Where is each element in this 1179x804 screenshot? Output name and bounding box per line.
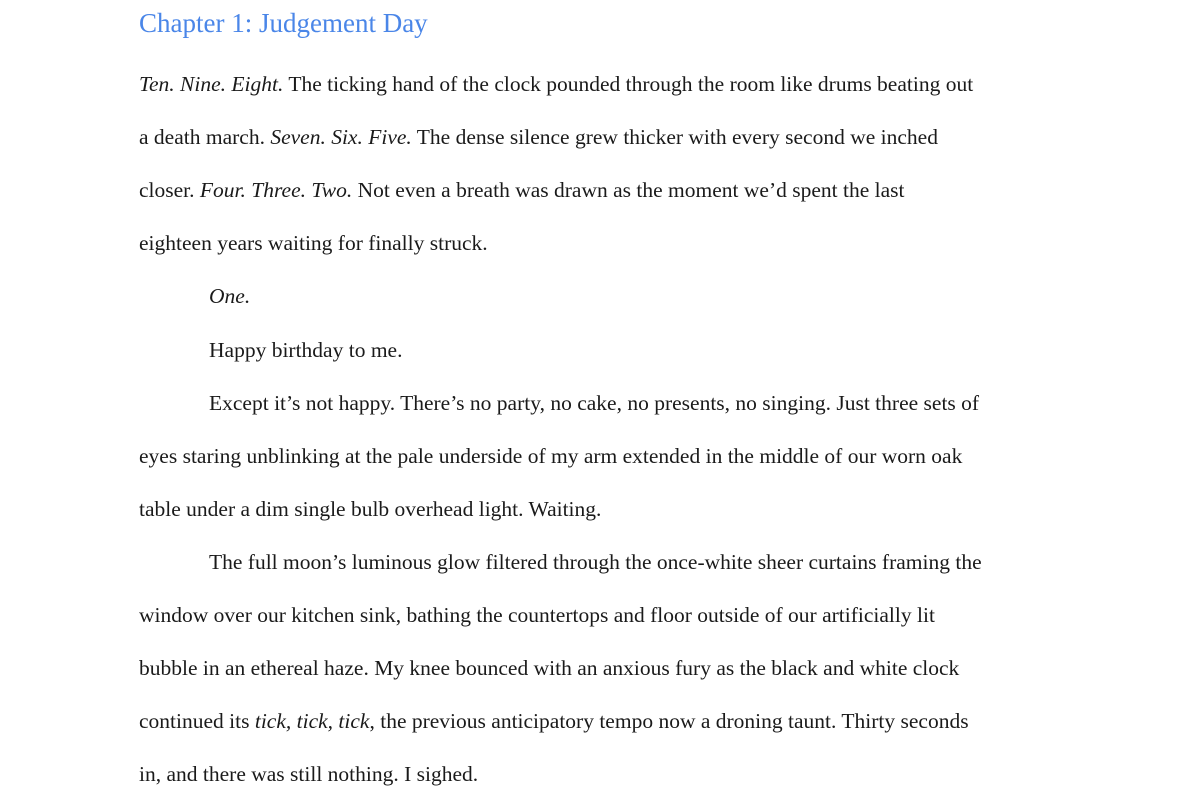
text-run: The full moon’s luminous glow filtered through the once-white sheer curtains framing the (209, 550, 982, 574)
chapter-title: Chapter 1: Judgement Day (139, 8, 428, 38)
text-run: table under a dim single bulb overhead light. Waiting. (139, 497, 602, 521)
italic-text: Seven. Six. Five. (270, 125, 412, 149)
text-line (209, 336, 402, 364)
text-run: Except it’s not happy. There’s no party, no cake, no presents, no singing. Just three sets of (209, 391, 980, 415)
text-line (139, 654, 959, 682)
text-run: window over our kitchen sink, bathing the countertops and floor outside of our artificially lit (139, 603, 935, 627)
text-line (139, 442, 962, 470)
text-line (139, 760, 478, 788)
text-line (139, 601, 935, 629)
text-line (139, 70, 973, 98)
text-line (139, 495, 601, 523)
italic-text: tick, tick, tick (254, 709, 370, 733)
text-line (139, 176, 904, 204)
text-run: a death march. (139, 125, 271, 149)
text-run: closer. (139, 178, 200, 202)
italic-text: Ten. Nine. Eight. (139, 72, 284, 96)
text-run: eighteen years waiting for finally struck. (139, 231, 488, 255)
text-run: in, and there was still nothing. I sighed. (139, 762, 479, 786)
text-line (139, 123, 938, 151)
text-run: , the previous anticipatory tempo now a droning taunt. Thirty seconds (369, 709, 969, 733)
italic-text: One. (209, 284, 251, 308)
text-line (139, 229, 488, 257)
italic-text: Four. Three. Two. (199, 178, 353, 202)
text-run: The dense silence grew thicker with every second we inched (411, 125, 938, 149)
text-run: eyes staring unblinking at the pale underside of my arm extended in the middle of our worn oak (139, 444, 963, 468)
text-line (139, 707, 969, 735)
text-run: The ticking hand of the clock pounded through the room like drums beating out (283, 72, 974, 96)
text-run: continued its (139, 709, 255, 733)
text-run: Happy birthday to me. (209, 338, 403, 362)
text-run: Not even a breath was drawn as the moment we’d spent the last (352, 178, 905, 202)
text-line (209, 548, 982, 576)
text-line (209, 389, 979, 417)
text-line (209, 282, 250, 310)
text-run: bubble in an ethereal haze. My knee bounced with an anxious fury as the black and white clock (139, 656, 960, 680)
